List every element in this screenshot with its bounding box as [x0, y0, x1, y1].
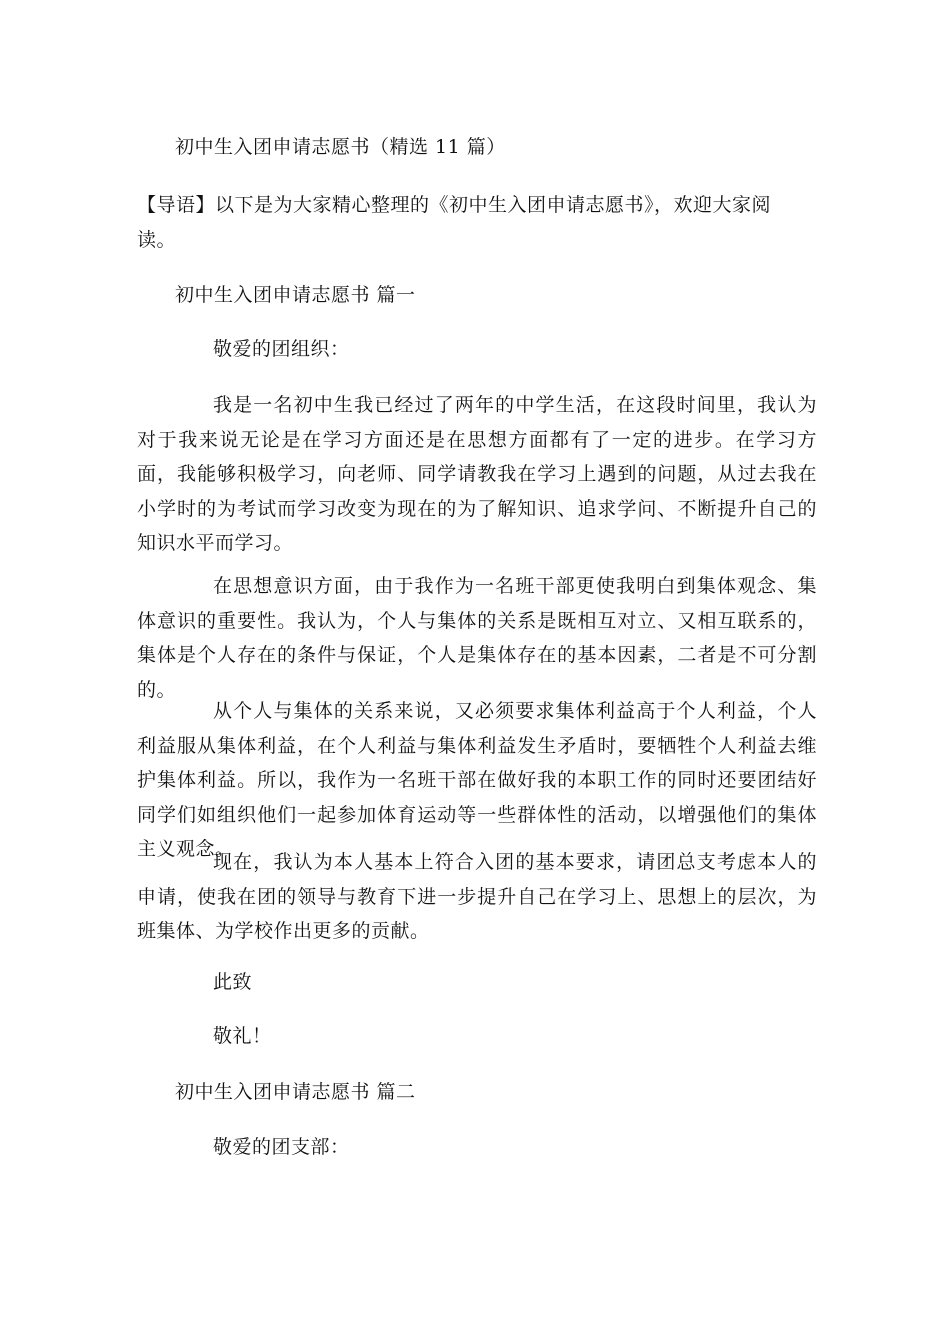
section-2-heading: 初中生入团申请志愿书 篇二 [175, 1081, 416, 1103]
section-2-salutation: 敬爱的团支部： [213, 1136, 350, 1158]
closing-line-2: 敬礼！ [213, 1025, 272, 1047]
section-1-paragraph-3: 从个人与集体的关系来说，又必须要求集体利益高于个人利益，个人利益服从集体利益，在个人利益与集体利益发生矛盾时，要牺牲个人利益去维护集体利益。所以，我作为一名班干部在做好我的本职工作的同时还要团结好同学们如组织他们一起参加体育运动等一些群体性的活动，以增强他们的集体主义观念。 [137, 700, 817, 860]
intro-text-line-2: 读。 [137, 229, 177, 251]
closing-line-1: 此致 [213, 971, 253, 993]
section-1-paragraph-4: 现在，我认为本人基本上符合入团的基本要求，请团总支考虑本人的申请，使我在团的领导与教育下进一步提升自己在学习上、思想上的层次，为班集体、为学校作出更多的贡献。 [137, 851, 817, 942]
section-1-paragraph-2: 在思想意识方面，由于我作为一名班干部更使我明白到集体观念、集体意识的重要性。我认为，个人与集体的关系是既相互对立、又相互联系的，集体是个人存在的条件与保证，个人是集体存在的基本因素，二者是不可分割的。 [137, 575, 817, 701]
section-1-paragraph-1: 我是一名初中生我已经过了两年的中学生活，在这段时间里，我认为对于我来说无论是在学习方面还是在思想方面都有了一定的进步。在学习方面，我能够积极学习，向老师、同学请教我在学习上遇到的问题，从过去我在小学时的为考试而学习改变为现在的为了解知识、追求学问、不断提升自己的知识水平而学习。 [137, 394, 817, 554]
document-title: 初中生入团申请志愿书（精选 11 篇） [175, 136, 506, 158]
section-1-salutation: 敬爱的团组织： [213, 338, 350, 360]
intro-text-line-1: 【导语】以下是为大家精心整理的《初中生入团申请志愿书》，欢迎大家阅 [137, 194, 772, 216]
section-1-heading: 初中生入团申请志愿书 篇一 [175, 284, 416, 306]
